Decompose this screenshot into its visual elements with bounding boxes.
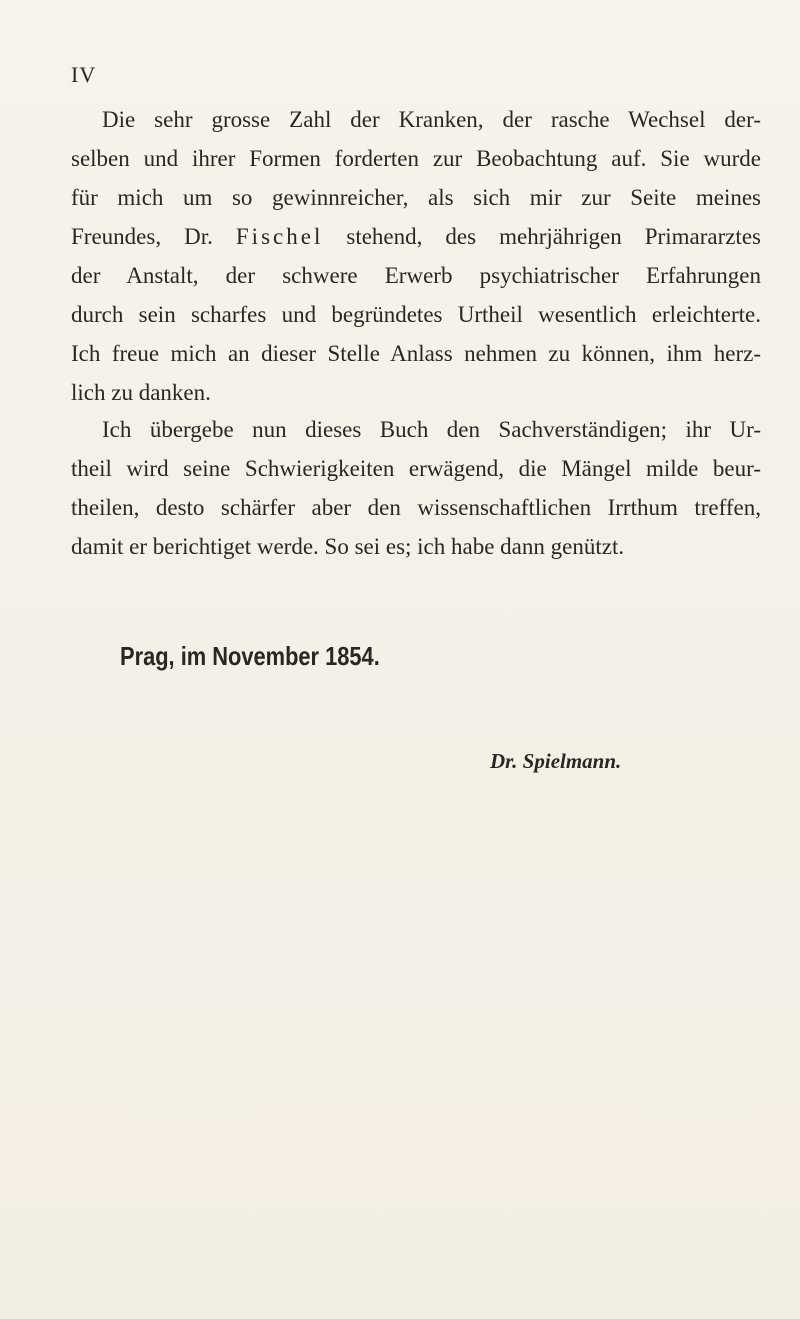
text-line: [71, 217, 761, 256]
text-line: durch sein scharfes und begründetes Urtheil wesentlich erleichterte.: [71, 302, 761, 327]
paragraph-dedication: [71, 410, 761, 566]
text-line: selben und ihrer Formen forderten zur Beobachtung auf. Sie wurde: [71, 146, 761, 171]
text-line: theilen, desto schärfer aber den wissenschaftlichen Irrthum treffen,: [71, 495, 761, 520]
text-line: der Anstalt, der schwere Erwerb psychiatrischer Erfahrungen: [71, 263, 761, 288]
page-number: IV: [71, 62, 97, 87]
text-line: Die sehr grosse Zahl der Kranken, der rasche Wechsel der-: [102, 107, 761, 132]
text-line: lich zu danken.: [71, 380, 211, 405]
text-line: theil wird seine Schwierigkeiten erwägend, die Mängel milde beur-: [71, 456, 761, 481]
text-line: für mich um so gewinnreicher, als sich mir zur Seite meines: [71, 185, 761, 210]
text-segment: stehend, des mehrjährigen Primararztes: [323, 224, 761, 249]
text-segment: Freundes, Dr.: [71, 224, 236, 249]
text-line: Ich freue mich an dieser Stelle Anlass nehmen zu können, ihm herz-: [71, 341, 761, 366]
paragraph-acknowledgement: [71, 100, 761, 412]
place-date: Prag, im November 1854.: [120, 641, 380, 671]
text-line: damit er berichtiget werde. So sei es; ich habe dann genützt.: [71, 534, 625, 559]
text-line: Ich übergebe nun dieses Buch den Sachverständigen; ihr Ur-: [102, 417, 761, 442]
person-name: Fischel: [235, 224, 324, 249]
author-signature: Dr. Spielmann.: [490, 749, 622, 773]
